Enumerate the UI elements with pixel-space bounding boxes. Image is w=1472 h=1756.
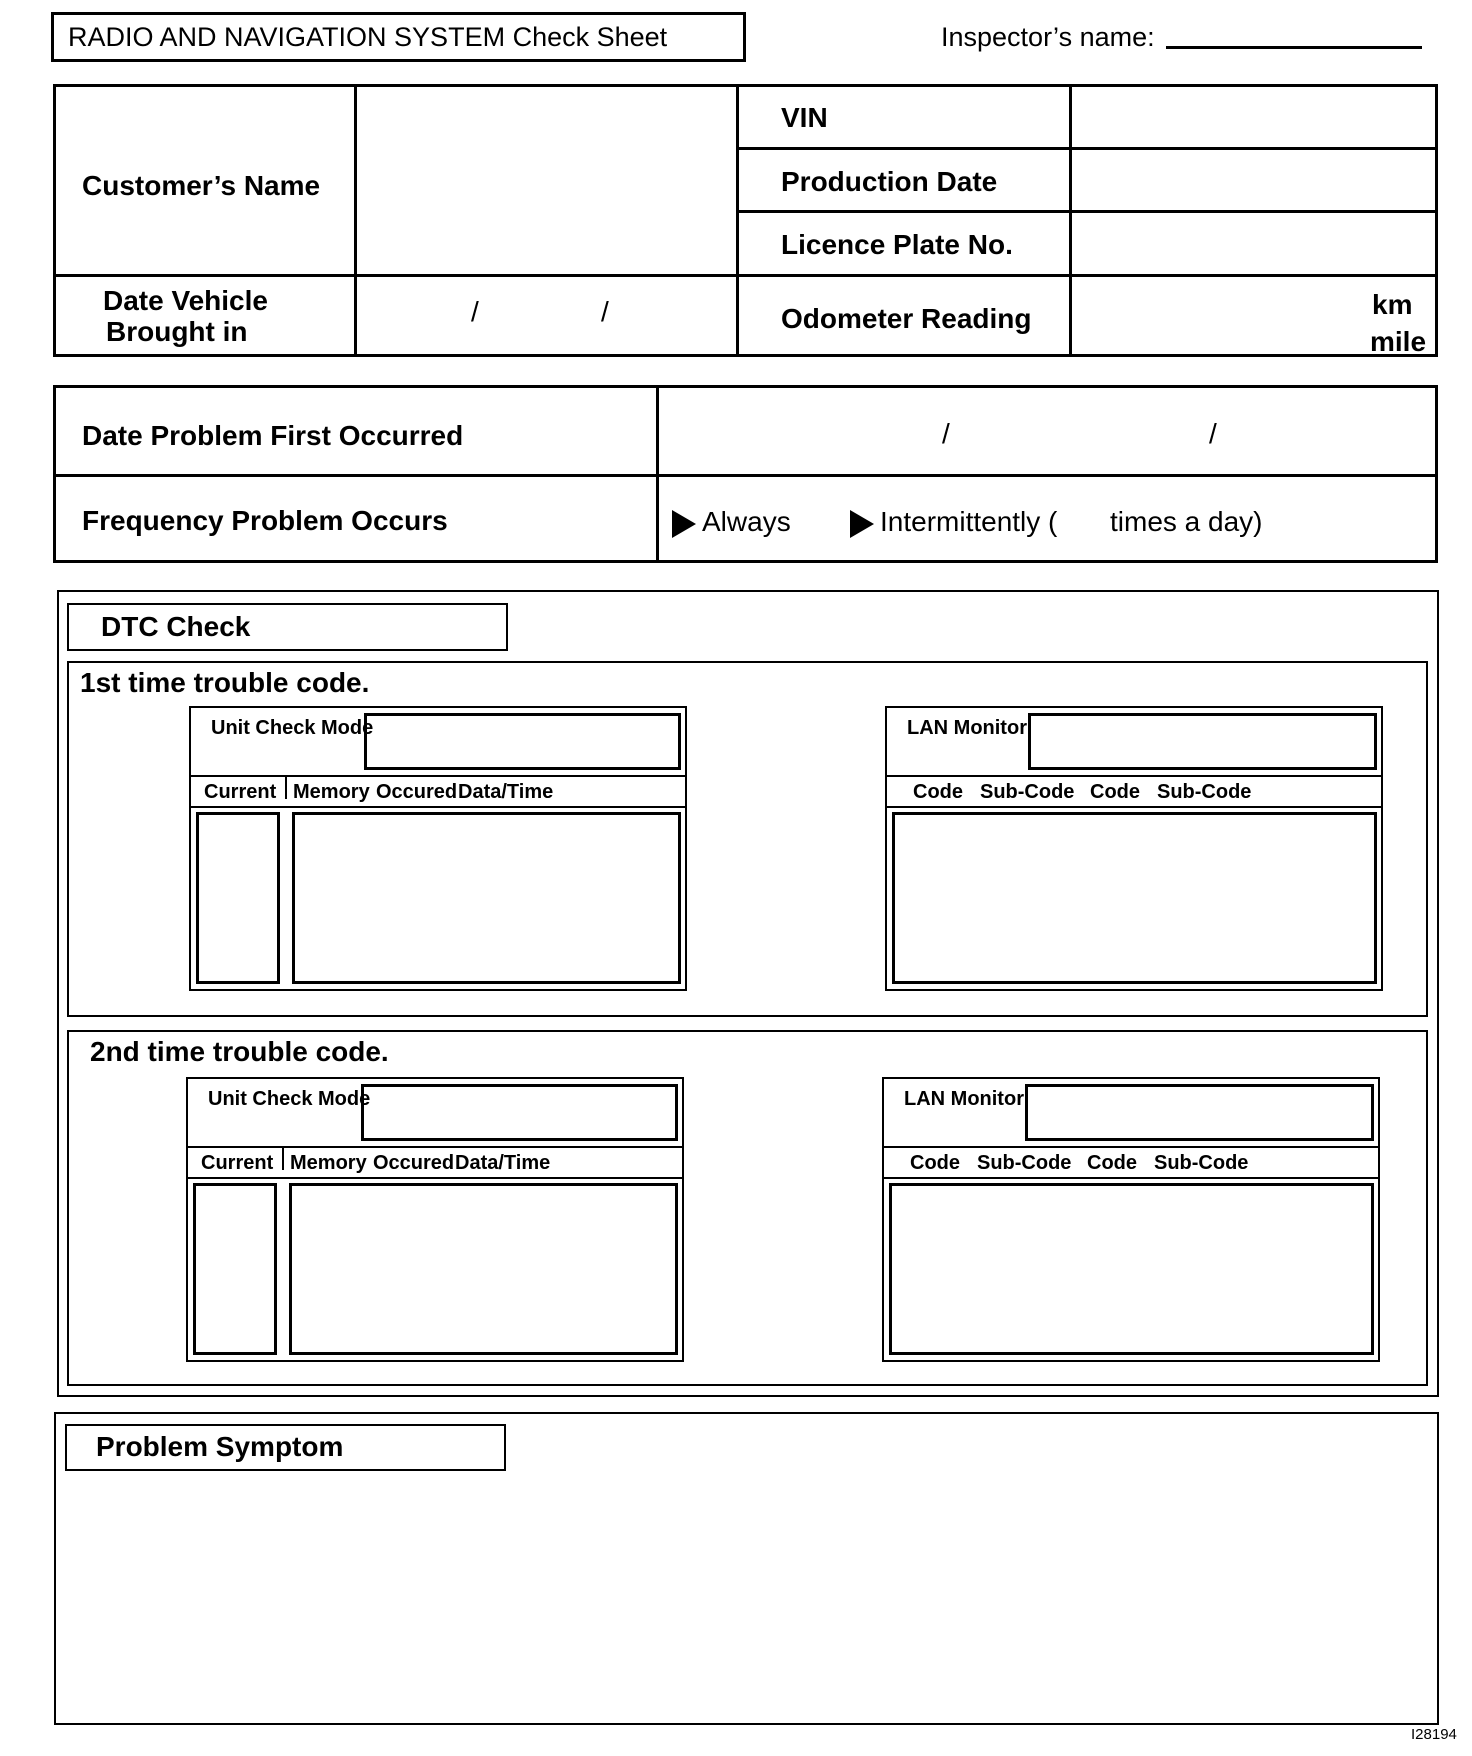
odometer-label: Odometer Reading	[781, 303, 1032, 334]
lan-monitor-label: LAN Monitor	[907, 717, 1027, 739]
first-occurred-label: Date Problem First Occurred	[82, 420, 464, 451]
production-date-field[interactable]	[1072, 150, 1435, 210]
customer-name-label: Customer’s Name	[82, 170, 321, 201]
lan-monitor-field[interactable]	[1028, 713, 1377, 770]
col-occured: Occured	[376, 781, 458, 803]
symptom-title-box	[65, 1424, 506, 1471]
col-subcode-1: Sub-Code	[977, 1152, 1072, 1174]
col-subcode-2: Sub-Code	[1157, 781, 1252, 803]
dtc-title: DTC Check	[101, 611, 251, 642]
col-subcode-1: Sub-Code	[980, 781, 1075, 803]
figure-id: I28194	[1411, 1726, 1457, 1743]
odometer-unit-mile: mile	[1370, 326, 1427, 357]
unit-check-mode-field[interactable]	[364, 713, 681, 770]
col-current: Current	[201, 1152, 274, 1174]
production-date-label: Production Date	[781, 166, 998, 197]
col-code-2: Code	[1087, 1152, 1137, 1174]
col-memory: Memory	[293, 781, 370, 803]
occurred-separator-2: /	[1209, 418, 1217, 449]
first-unit-check-panel	[189, 706, 687, 991]
lan-code-field[interactable]	[892, 812, 1377, 984]
col-subcode-2: Sub-Code	[1154, 1152, 1249, 1174]
first-lan-monitor-panel	[885, 706, 1383, 991]
sheet-title: RADIO AND NAVIGATION SYSTEM Check Sheet	[68, 22, 668, 52]
date-separator-1: /	[471, 296, 479, 327]
second-unit-check-panel	[186, 1077, 684, 1362]
option-always[interactable]: Always	[672, 506, 791, 538]
customer-name-field[interactable]	[357, 87, 736, 274]
inspector-label: Inspector’s name:	[941, 22, 1155, 52]
vin-field[interactable]	[1072, 87, 1435, 147]
dtc-title-box	[67, 603, 508, 651]
unit-check-mode-label: Unit Check Mode	[211, 717, 374, 739]
lan-monitor-label: LAN Monitor	[904, 1088, 1024, 1110]
second-lan-monitor-panel	[882, 1077, 1380, 1362]
col-code-2: Code	[1090, 781, 1140, 803]
lan-code-field[interactable]	[889, 1183, 1374, 1355]
lan-monitor-field[interactable]	[1025, 1084, 1374, 1141]
vin-label: VIN	[781, 102, 828, 133]
current-field[interactable]	[196, 812, 280, 984]
col-datatime: Data/Time	[455, 1152, 551, 1174]
arrow-right-icon	[672, 510, 696, 538]
licence-plate-label: Licence Plate No.	[781, 229, 1013, 260]
unit-check-mode-field[interactable]	[361, 1084, 678, 1141]
symptom-title: Problem Symptom	[96, 1431, 344, 1462]
licence-plate-field[interactable]	[1072, 213, 1435, 274]
col-occured: Occured	[373, 1152, 455, 1174]
date-separator-2: /	[601, 296, 609, 327]
inspector-name-line[interactable]	[1166, 46, 1422, 49]
col-memory: Memory	[290, 1152, 367, 1174]
occurred-separator-1: /	[942, 418, 950, 449]
col-current: Current	[204, 781, 277, 803]
frequency-label: Frequency Problem Occurs	[82, 505, 448, 536]
option-intermittently[interactable]: Intermittently (	[850, 506, 1057, 538]
second-trouble-title: 2nd time trouble code.	[90, 1036, 389, 1067]
memory-field[interactable]	[292, 812, 681, 984]
date-brought-label: Date Vehicle Brought in	[103, 285, 268, 347]
sheet-title-box	[51, 12, 746, 62]
unit-check-mode-label: Unit Check Mode	[208, 1088, 371, 1110]
first-trouble-title: 1st time trouble code.	[80, 667, 370, 698]
times-a-day-label: times a day)	[1110, 506, 1263, 537]
col-datatime: Data/Time	[458, 781, 554, 803]
col-code-1: Code	[910, 1152, 960, 1174]
current-field[interactable]	[193, 1183, 277, 1355]
odometer-unit-km: km	[1372, 289, 1413, 320]
arrow-right-icon	[850, 510, 874, 538]
col-code-1: Code	[913, 781, 963, 803]
memory-field[interactable]	[289, 1183, 678, 1355]
